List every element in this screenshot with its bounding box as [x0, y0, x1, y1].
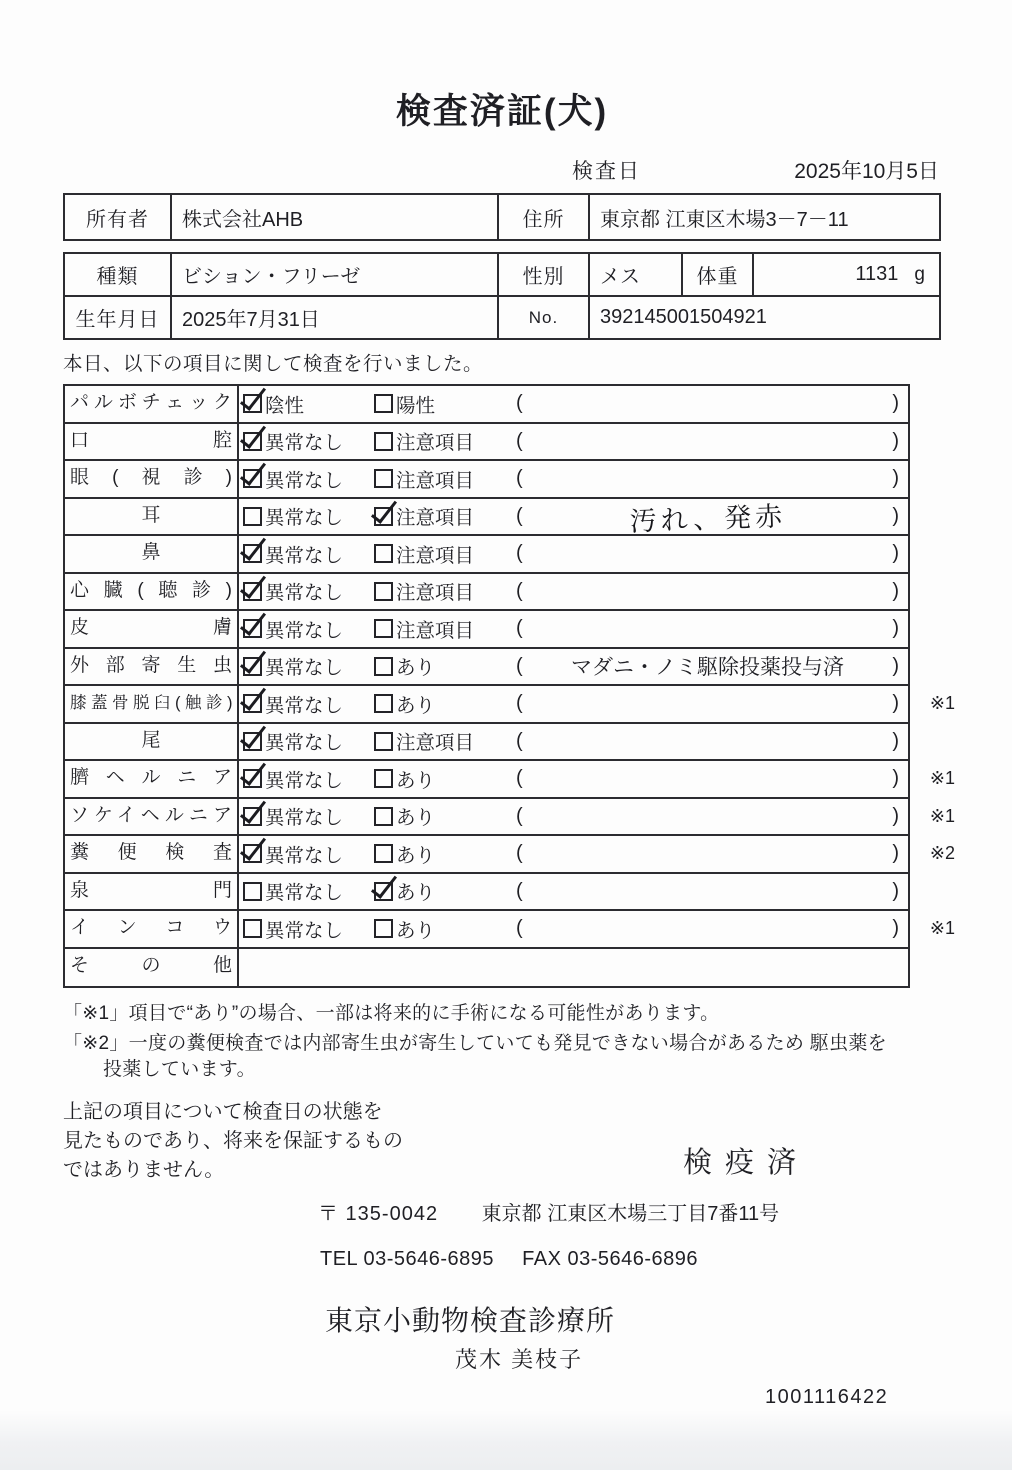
paren-open: ( [516, 542, 523, 565]
checkbox-icon [243, 432, 262, 451]
paren-close: ) [892, 729, 899, 752]
exam-option-2-label: 注意項目 [396, 469, 475, 492]
checkbox-icon [243, 694, 262, 713]
exam-option-2 [374, 540, 516, 568]
exam-row-heart [65, 574, 908, 612]
exam-row-cryptorchidism [65, 911, 955, 949]
weight-label: 体重 [681, 254, 752, 295]
exam-row-nose [65, 536, 908, 574]
exam-row-fecal-exam [65, 836, 955, 874]
exam-remarks [516, 497, 908, 536]
owner-row [65, 195, 939, 239]
exam-remarks [516, 392, 908, 415]
exam-option-1 [239, 915, 374, 943]
paren-open: ( [516, 767, 523, 790]
checkbox-icon [374, 469, 393, 488]
exam-option-1-label: 異常なし [265, 582, 344, 605]
serial-number: 1001116422 [765, 1386, 889, 1408]
checkbox-icon [243, 544, 262, 563]
paren-close: ) [892, 767, 899, 790]
footnote-2: 「※2」一度の糞便検査では内部寄生虫が寄生していても発見できない場合があるため 駆虫薬を投薬しています。 [63, 1033, 887, 1080]
exam-option-1 [239, 577, 374, 605]
paren-open: ( [516, 692, 523, 715]
exam-row-content [239, 649, 908, 685]
exam-row-other [65, 949, 908, 987]
exam-item-label: 泉門 [65, 874, 239, 910]
intro-text: 本日、以下の項目に関して検査を行いました。 [63, 353, 484, 375]
disclaimer-line-1: 上記の項目について検査日の状態を [63, 1101, 383, 1123]
clinic-tel: TEL 03-5646-6895 [320, 1248, 495, 1270]
exam-option-1-label: 異常なし [265, 657, 344, 680]
exam-row-content [239, 836, 908, 872]
exam-remarks [516, 430, 908, 453]
disclaimer-text [63, 1098, 503, 1185]
exam-option-2-label: 注意項目 [396, 432, 475, 455]
exam-row-content [239, 724, 908, 760]
exam-remarks [516, 542, 908, 565]
paren-close: ) [892, 392, 899, 415]
exam-option-2 [374, 802, 516, 830]
paren-close: ) [892, 654, 899, 677]
exam-row-inguinal-hernia [65, 799, 955, 837]
exam-note: マダニ・ノミ駆除投薬投与済 [571, 656, 844, 680]
exam-remarks [516, 730, 908, 753]
quarantine-stamp: 検疫済 [683, 1147, 810, 1179]
weight-value: 1131 [855, 263, 899, 285]
exam-option-2 [374, 915, 516, 943]
exam-option-1 [239, 727, 374, 755]
footnote-mark: ※2 [929, 843, 955, 863]
exam-row-content [239, 911, 908, 947]
paren-open: ( [516, 917, 523, 940]
checkbox-icon [243, 732, 262, 751]
exam-remarks [516, 467, 908, 490]
exam-option-1-label: 陰性 [265, 394, 305, 417]
birth-value: 2025年7月31日 [170, 297, 497, 338]
exam-row-ears [65, 499, 908, 537]
checkbox-icon [374, 619, 393, 638]
exam-option-2-label: 注意項目 [396, 582, 475, 605]
exam-option-2 [374, 765, 516, 793]
exam-row-patella [65, 686, 955, 724]
exam-option-2-label: 注意項目 [396, 732, 475, 755]
paren-open: ( [516, 579, 523, 602]
exam-item-label: 口腔 [65, 424, 239, 460]
checkbox-icon [374, 544, 393, 563]
checkbox-icon [374, 507, 393, 526]
checkbox-icon [243, 507, 262, 526]
owner-name: 株式会社AHB [170, 195, 497, 239]
checkbox-icon [374, 807, 393, 826]
exam-option-1-label: 異常なし [265, 694, 344, 717]
checkbox-icon [374, 394, 393, 413]
checkbox-icon [374, 919, 393, 938]
breed-label: 種類 [96, 266, 139, 288]
exam-option-2 [374, 427, 516, 455]
exam-row-eyes [65, 461, 908, 499]
paren-close: ) [892, 692, 899, 715]
paren-open: ( [516, 842, 523, 865]
disclaimer-line-2: 見たものであり、将来を保証するもの [63, 1130, 403, 1152]
examiner-name: 茂木 美枝子 [455, 1347, 584, 1372]
exam-option-1-label: 異常なし [265, 469, 344, 492]
checkbox-icon [243, 844, 262, 863]
document-title: 検査済証(犬) [395, 92, 609, 131]
exam-row-content [239, 686, 908, 722]
inspection-date-value: 2025年10月5日 [794, 160, 939, 183]
paren-close: ) [892, 879, 899, 902]
exam-option-2 [374, 465, 516, 493]
owner-address-label: 住所 [497, 195, 588, 239]
exam-item-label: 眼(視診) [65, 461, 239, 497]
exam-item-label: 外部寄生虫 [65, 649, 239, 685]
birth-label: 生年月日 [75, 309, 160, 331]
inspection-date-row [63, 155, 941, 183]
exam-option-1 [239, 540, 374, 568]
paren-open: ( [516, 392, 523, 415]
owner-label: 所有者 [86, 208, 149, 231]
checkbox-icon [374, 844, 393, 863]
exam-table [63, 384, 955, 988]
footnote-1: 「※1」項目で“あり”の場合、一部は将来的に手術になる可能性があります。 [63, 1003, 720, 1024]
exam-remarks [516, 805, 908, 828]
exam-item-label: ソケイヘルニア [65, 799, 239, 835]
paren-close: ) [892, 429, 899, 452]
checkbox-icon [374, 432, 393, 451]
number-label: No. [497, 297, 588, 338]
exam-note-handwritten: 汚れ、発赤 [628, 501, 787, 538]
exam-option-2-label: 注意項目 [396, 544, 475, 567]
owner-address: 東京都 江東区木場3－7－11 [588, 195, 939, 239]
footnote-mark: ※1 [929, 805, 955, 826]
exam-option-1-label: 異常なし [265, 432, 344, 455]
exam-option-1-label: 異常なし [265, 844, 344, 867]
exam-option-1-label: 異常なし [265, 807, 344, 830]
paren-close: ) [892, 504, 899, 527]
animal-row-2 [65, 295, 939, 338]
exam-option-2 [374, 877, 516, 905]
exam-option-1 [239, 877, 374, 905]
owner-table [63, 193, 941, 241]
exam-option-2-label: あり [396, 844, 436, 867]
checkbox-icon [243, 807, 262, 826]
exam-option-2-label: あり [396, 694, 436, 717]
paren-open: ( [516, 429, 523, 452]
exam-option-1 [239, 390, 374, 418]
exam-row-tail [65, 724, 908, 762]
exam-option-2 [374, 727, 516, 755]
exam-option-1 [239, 765, 374, 793]
exam-option-2 [374, 690, 516, 718]
paren-close: ) [892, 579, 899, 602]
exam-option-2-label: 注意項目 [396, 507, 475, 530]
clinic-name: 東京小動物検査診療所 [325, 1305, 616, 1336]
exam-row-parvo-check [65, 386, 908, 424]
exam-option-2 [374, 652, 516, 680]
checkbox-icon [243, 582, 262, 601]
exam-option-2 [374, 577, 516, 605]
clinic-postal-code: 〒 135-0042 [318, 1203, 439, 1225]
checkbox-icon [243, 769, 262, 788]
sex-label: 性別 [497, 254, 588, 295]
checkbox-icon [374, 694, 393, 713]
exam-option-1 [239, 615, 374, 643]
checkbox-icon [374, 657, 393, 676]
footnote-mark: ※1 [929, 918, 955, 938]
exam-remarks [516, 651, 908, 681]
exam-row-content [239, 536, 908, 572]
weight-unit: g [914, 263, 925, 285]
exam-row-content [239, 386, 908, 422]
paren-close: ) [892, 917, 899, 940]
exam-remarks [516, 580, 908, 603]
exam-item-label: 糞便検査 [65, 836, 239, 872]
exam-item-label: パルボチェック [65, 386, 239, 422]
exam-remarks [516, 917, 908, 940]
footnote-mark: ※1 [929, 768, 955, 788]
exam-option-2-label: あり [396, 657, 436, 680]
paren-open: ( [516, 467, 523, 490]
exam-item-label: 耳 [65, 499, 239, 535]
checkbox-icon [243, 657, 262, 676]
paren-close: ) [892, 804, 899, 827]
exam-option-1-label: 異常なし [265, 919, 344, 942]
exam-remarks [516, 692, 908, 715]
disclaimer-line-3: ではありません。 [63, 1159, 225, 1181]
exam-option-1-label: 異常なし [265, 882, 344, 905]
paren-open: ( [516, 879, 523, 902]
checkbox-icon [374, 769, 393, 788]
paren-close: ) [892, 467, 899, 490]
clinic-fax: FAX 03-5646-6896 [522, 1248, 699, 1270]
exam-option-1-label: 異常なし [265, 769, 344, 792]
exam-option-1-label: 異常なし [265, 732, 344, 755]
exam-remarks [516, 767, 908, 790]
exam-row-content [239, 424, 908, 460]
sex-value: メス [588, 254, 681, 295]
animal-table [63, 252, 941, 340]
exam-option-1-label: 異常なし [265, 619, 344, 642]
exam-option-1 [239, 652, 374, 680]
inspection-date-label: 検査日 [572, 160, 641, 183]
checkbox-icon [243, 469, 262, 488]
paren-close: ) [892, 617, 899, 640]
exam-item-label: 心臓(聴診) [65, 574, 239, 610]
exam-row-fontanelle [65, 874, 908, 912]
exam-option-1 [239, 802, 374, 830]
clinic-address: 東京都 江東区木場三丁目7番11号 [481, 1203, 780, 1225]
exam-option-1-label: 異常なし [265, 544, 344, 567]
exam-row-content [239, 574, 908, 610]
checkbox-icon [374, 732, 393, 751]
checkbox-icon [374, 882, 393, 901]
exam-item-label: 鼻 [65, 536, 239, 572]
checkbox-icon [243, 619, 262, 638]
breed-value: ビション・フリーゼ [170, 254, 497, 295]
exam-option-1 [239, 465, 374, 493]
clinic-address-line [63, 1197, 941, 1226]
checkbox-icon [243, 882, 262, 901]
exam-item-label: 皮膚 [65, 611, 239, 647]
paren-open: ( [516, 504, 523, 527]
exam-item-label: インコウ [65, 911, 239, 947]
checkbox-icon [243, 919, 262, 938]
number-value: 392145001504921 [588, 297, 939, 338]
exam-option-2-label: 陽性 [396, 394, 436, 417]
paren-open: ( [516, 654, 523, 677]
exam-option-2-label: あり [396, 919, 436, 942]
clinic-phone-line [63, 1248, 941, 1271]
exam-option-1 [239, 840, 374, 868]
exam-item-label: その他 [65, 949, 239, 987]
exam-option-2 [374, 502, 516, 530]
exam-row-content [239, 799, 908, 835]
exam-row-external-parasites [65, 649, 908, 687]
paren-close: ) [892, 542, 899, 565]
weight-cell [752, 254, 939, 295]
paren-open: ( [516, 729, 523, 752]
paren-open: ( [516, 617, 523, 640]
checkbox-icon [243, 394, 262, 413]
exam-row-umbilical-hernia [65, 761, 955, 799]
exam-row-oral [65, 424, 908, 462]
exam-row-content [239, 461, 908, 497]
exam-row-content [239, 611, 908, 647]
checkbox-icon [374, 582, 393, 601]
closing-block [63, 1098, 941, 1185]
exam-option-1 [239, 690, 374, 718]
exam-option-2 [374, 390, 516, 418]
exam-item-label: 尾 [65, 724, 239, 760]
exam-row-content [239, 499, 908, 538]
exam-row-content [239, 874, 908, 910]
exam-row-content [239, 761, 908, 797]
exam-option-2-label: あり [396, 769, 436, 792]
paren-close: ) [892, 842, 899, 865]
exam-option-2 [374, 840, 516, 868]
document-content [63, 0, 955, 1409]
exam-option-2-label: 注意項目 [396, 619, 475, 642]
exam-option-1 [239, 502, 374, 530]
exam-row-skin [65, 611, 908, 649]
exam-option-2-label: あり [396, 882, 436, 905]
exam-option-2-label: あり [396, 807, 436, 830]
exam-option-1 [239, 427, 374, 455]
exam-remarks [516, 842, 908, 865]
footnote-mark: ※1 [929, 693, 955, 713]
exam-remarks [516, 880, 908, 903]
exam-item-label: 臍ヘルニア [65, 761, 239, 797]
animal-row-1 [65, 254, 939, 295]
exam-option-2 [374, 615, 516, 643]
exam-remarks [516, 617, 908, 640]
paren-open: ( [516, 804, 523, 827]
exam-item-label: 膝蓋骨脱臼(触診) [65, 686, 239, 722]
exam-option-1-label: 異常なし [265, 507, 344, 530]
